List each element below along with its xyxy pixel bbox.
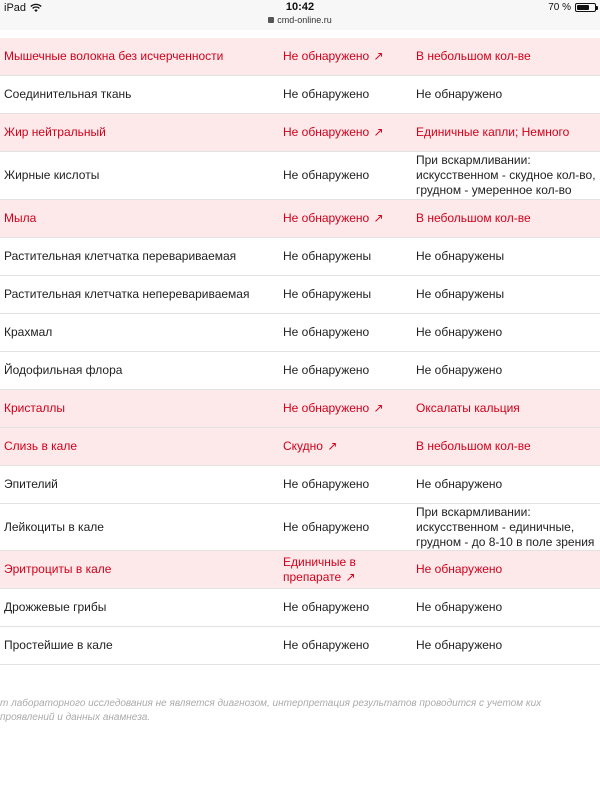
device-name: iPad <box>4 2 27 14</box>
result-cell <box>283 287 416 302</box>
parameter-name: Эпителий <box>4 477 58 491</box>
clock: 10:42 <box>285 1 315 13</box>
table-row <box>0 152 600 200</box>
table-row <box>0 551 600 589</box>
result-value: Не обнаружено <box>283 477 370 491</box>
result-cell <box>283 363 416 378</box>
parameter-name: Мыла <box>4 211 37 225</box>
reference-norm: Не обнаружено <box>416 638 503 652</box>
reference-norm: В небольшом кол-ве <box>416 211 531 225</box>
parameter-name: Мышечные волокна без исчерченности <box>4 49 224 63</box>
table-row <box>0 589 600 627</box>
status-bar <box>0 0 600 30</box>
result-cell <box>283 125 416 140</box>
deviation-arrow-icon: ↗ <box>345 569 356 584</box>
reference-norm: Не обнаружены <box>416 287 505 301</box>
result-cell <box>283 49 416 64</box>
parameter-name: Крахмал <box>4 325 53 339</box>
reference-norm: Не обнаружено <box>416 562 503 576</box>
parameter-name: Слизь в кале <box>4 439 78 453</box>
table-row <box>0 390 600 428</box>
parameter-name: Простейшие в кале <box>4 638 113 652</box>
reference-norm: При вскармливании: искусственном - единичные, грудном - до 8-10 в поле зрения <box>416 504 595 549</box>
table-row <box>0 627 600 665</box>
result-cell <box>283 520 416 535</box>
result-value: Не обнаружены <box>283 287 372 301</box>
result-cell <box>283 638 416 653</box>
table-row <box>0 76 600 114</box>
deviation-arrow-icon: ↗ <box>373 125 384 139</box>
reference-norm: В небольшом кол-ве <box>416 49 531 63</box>
result-cell <box>283 325 416 340</box>
result-cell <box>283 477 416 492</box>
result-cell <box>283 401 416 416</box>
result-cell <box>283 211 416 226</box>
deviation-arrow-icon: ↗ <box>373 49 384 63</box>
table-row <box>0 428 600 466</box>
parameter-name: Жир нейтральный <box>4 125 106 139</box>
parameter-name: Лейкоциты в кале <box>4 519 104 534</box>
result-cell <box>283 168 416 183</box>
result-value: Не обнаружены <box>283 249 372 263</box>
table-row <box>0 200 600 238</box>
result-cell <box>283 439 416 454</box>
result-value: Не обнаружено <box>283 363 370 377</box>
result-value: Не обнаружено <box>283 519 370 534</box>
results-table <box>0 38 600 665</box>
reference-norm: Не обнаружено <box>416 87 503 101</box>
parameter-name: Дрожжевые грибы <box>4 600 107 614</box>
reference-norm: Оксалаты кальция <box>416 401 520 415</box>
result-value: Не обнаружено <box>283 325 370 339</box>
result-value: Не обнаружено <box>283 87 370 101</box>
reference-norm: Не обнаружено <box>416 325 503 339</box>
table-row <box>0 38 600 76</box>
parameter-name: Йодофильная флора <box>4 363 123 377</box>
result-cell <box>283 87 416 102</box>
reference-norm: В небольшом кол-ве <box>416 439 531 453</box>
address-bar[interactable] <box>0 15 600 25</box>
result-value: Не обнаружено <box>283 638 370 652</box>
parameter-name: Кристаллы <box>4 401 66 415</box>
parameter-name: Жирные кислоты <box>4 168 100 182</box>
table-row <box>0 238 600 276</box>
result-value: Скудно <box>283 439 323 453</box>
result-cell <box>283 249 416 264</box>
result-cell <box>283 600 416 615</box>
table-row <box>0 466 600 504</box>
deviation-arrow-icon: ↗ <box>327 439 338 453</box>
reference-norm: Не обнаружено <box>416 363 503 377</box>
battery-fill <box>577 5 589 10</box>
result-value: Не обнаружено <box>283 401 370 415</box>
parameter-name: Эритроциты в кале <box>4 562 112 576</box>
result-value: Не обнаружено <box>283 125 370 139</box>
battery-status <box>548 2 596 13</box>
parameter-name: Растительная клетчатка неперевариваемая <box>4 287 250 301</box>
reference-norm: Единичные капли; Немного <box>416 125 570 139</box>
table-row <box>0 314 600 352</box>
result-value: Не обнаружено <box>283 168 370 182</box>
table-row <box>0 114 600 152</box>
reference-norm: Не обнаружено <box>416 477 503 491</box>
disclaimer-text: т лабораторного исследования не является диагнозом, интерпретация результатов проводится с учетом ких проявлений и данных анамнеза. <box>0 698 542 723</box>
lock-icon <box>268 17 274 23</box>
reference-norm: Не обнаружены <box>416 249 505 263</box>
result-value: Не обнаружено <box>283 49 370 63</box>
result-value: Не обнаружено <box>283 600 370 614</box>
deviation-arrow-icon: ↗ <box>373 401 384 415</box>
result-value: Единичные в препарате <box>283 554 356 584</box>
table-row <box>0 276 600 314</box>
parameter-name: Растительная клетчатка перевариваемая <box>4 249 237 263</box>
parameter-name: Соединительная ткань <box>4 87 132 101</box>
table-row <box>0 352 600 390</box>
url-text[interactable]: cmd-online.ru <box>277 15 332 25</box>
reference-norm: Не обнаружено <box>416 600 503 614</box>
reference-norm: При вскармливании: искусственном - скудное кол-во, грудном - умеренное кол-во <box>416 153 596 197</box>
result-value: Не обнаружено <box>283 211 370 225</box>
result-cell <box>283 555 416 585</box>
battery-icon <box>575 3 596 12</box>
table-row <box>0 504 600 551</box>
deviation-arrow-icon: ↗ <box>373 211 384 225</box>
battery-percent: 70 % <box>548 2 571 13</box>
